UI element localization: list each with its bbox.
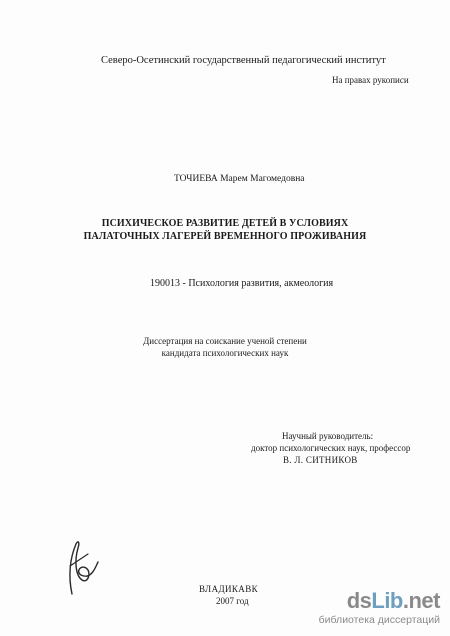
year: 2007 год [216, 596, 249, 606]
handwritten-signature [62, 536, 100, 596]
author-name: ТОЧИЕВА Марем Магомедовна [174, 174, 305, 184]
dslib-watermark [319, 590, 440, 626]
institute-name: Северо-Осетинский государственный педагогический институт [101, 55, 386, 66]
city: ВЛАДИКАВК [199, 584, 259, 594]
watermark-brand-suffix: .net [402, 588, 440, 613]
specialty-code: 190013 - Психология развития, акмеология [150, 278, 334, 289]
dissertation-line-2: кандидата психологических наук [161, 348, 289, 358]
rights-notice: На правах рукописи [332, 75, 409, 85]
supervisor-degree: доктор психологических наук, профессор [251, 443, 411, 453]
thesis-title-line-2: ПАЛАТОЧНЫХ ЛАГЕРЕЙ ВРЕМЕННОГО ПРОЖИВАНИЯ [83, 231, 367, 242]
thesis-title-line-1: ПСИХИЧЕСКОЕ РАЗВИТИЕ ДЕТЕЙ В УСЛОВИЯХ [101, 218, 349, 229]
watermark-brand-lib: Lib [371, 588, 403, 613]
supervisor-role: Научный руководитель: [282, 431, 374, 441]
watermark-brand [319, 590, 440, 612]
dissertation-line-1: Диссертация на соискание ученой степени [143, 336, 307, 346]
watermark-subtitle: библиотека диссертаций [318, 614, 440, 626]
supervisor-name: В. Л. СИТНИКОВ [283, 455, 358, 465]
watermark-brand-prefix: ds [346, 588, 372, 613]
